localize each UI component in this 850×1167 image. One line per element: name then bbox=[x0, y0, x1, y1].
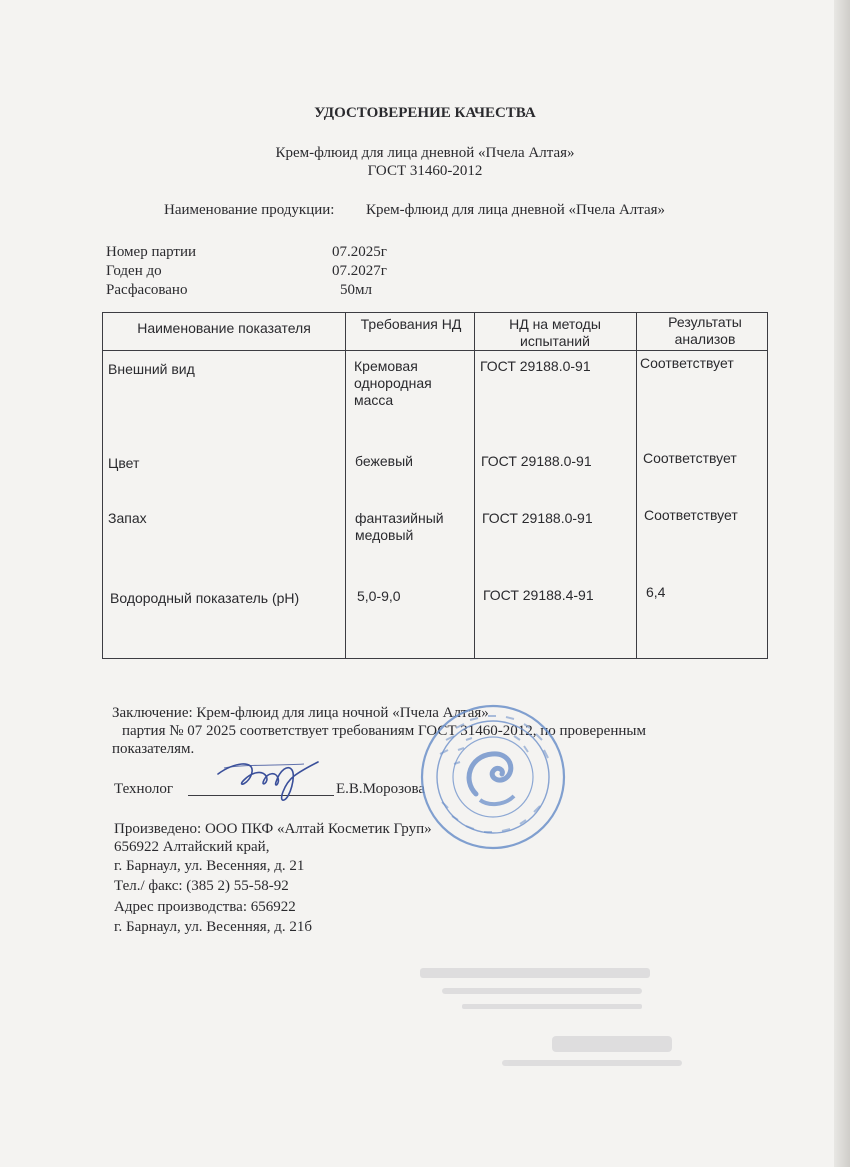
product-subtitle: Крем-флюид для лица дневной «Пчела Алтая» bbox=[275, 145, 575, 161]
table-cell-requirement: бежевый bbox=[355, 453, 413, 469]
table-cell-method: ГОСТ 29188.0-91 bbox=[482, 510, 593, 526]
expiry-value: 07.2027г bbox=[332, 263, 387, 279]
product-name-value: Крем-флюид для лица дневной «Пчела Алтая» bbox=[366, 202, 666, 218]
table-cell-result: 6,4 bbox=[646, 584, 666, 600]
table-cell-requirement: Кремовая однородная масса bbox=[354, 358, 432, 408]
signature-image bbox=[214, 754, 324, 804]
conclusion-line: показателям. bbox=[112, 741, 195, 757]
table-cell-method: ГОСТ 29188.0-91 bbox=[480, 358, 591, 374]
manufacturer-line: г. Барнаул, ул. Весенняя, д. 21б bbox=[114, 919, 312, 935]
table-cell-result: Соответствует bbox=[643, 450, 737, 466]
table-cell-requirement: фантазийный медовый bbox=[355, 510, 444, 543]
table-divider bbox=[345, 312, 346, 659]
conclusion-line: Заключение: Крем-флюид для лица ночной «Пчела Алтая» bbox=[112, 705, 489, 721]
table-cell-result: Соответствует bbox=[640, 355, 734, 371]
batch-number-value: 07.2025г bbox=[332, 244, 387, 260]
table-cell-indicator: Водородный показатель (рН) bbox=[110, 590, 300, 606]
standard-reference: ГОСТ 31460-2012 bbox=[367, 163, 483, 179]
table-cell-indicator: Цвет bbox=[108, 455, 140, 471]
header-results: Результаты анализов bbox=[668, 314, 742, 347]
manufacturer-line: 656922 Алтайский край, bbox=[114, 839, 270, 855]
table-cell-indicator: Запах bbox=[108, 510, 147, 526]
technologist-name: Е.В.Морозова bbox=[336, 781, 426, 797]
technologist-label: Технолог bbox=[114, 781, 174, 797]
manufacturer-line: г. Барнаул, ул. Весенняя, д. 21 bbox=[114, 858, 305, 874]
document-title: УДОСТОВЕРЕНИЕ КАЧЕСТВА bbox=[314, 105, 536, 121]
manufacturer-line: Произведено: ООО ПКФ «Алтай Косметик Груп» bbox=[114, 821, 432, 837]
table-cell-method: ГОСТ 29188.0-91 bbox=[481, 453, 592, 469]
header-test-methods: НД на методы испытаний bbox=[509, 316, 601, 349]
table-header-divider bbox=[102, 350, 768, 351]
manufacturer-line: Тел./ факс: (385 2) 55-58-92 bbox=[114, 878, 289, 894]
table-cell-requirement: 5,0-9,0 bbox=[357, 588, 401, 604]
packed-value: 50мл bbox=[340, 282, 372, 298]
packed-label: Расфасовано bbox=[106, 282, 188, 298]
table-cell-indicator: Внешний вид bbox=[108, 361, 195, 377]
header-indicator: Наименование показателя bbox=[137, 320, 311, 336]
manufacturer-line: Адрес производства: 656922 bbox=[114, 899, 296, 915]
conclusion-line: партия № 07 2025 соответствует требованиям ГОСТ 31460-2012, по проверенным bbox=[122, 723, 646, 739]
expiry-label: Годен до bbox=[106, 263, 162, 279]
table-divider bbox=[474, 312, 475, 659]
batch-number-label: Номер партии bbox=[106, 244, 197, 260]
table-divider bbox=[636, 312, 637, 659]
company-stamp bbox=[418, 702, 568, 852]
table-cell-result: Соответствует bbox=[644, 507, 738, 523]
show-through-marks bbox=[402, 960, 702, 1080]
header-requirements: Требования НД bbox=[360, 316, 462, 332]
table-cell-method: ГОСТ 29188.4-91 bbox=[483, 587, 594, 603]
product-name-label: Наименование продукции: bbox=[164, 202, 335, 218]
